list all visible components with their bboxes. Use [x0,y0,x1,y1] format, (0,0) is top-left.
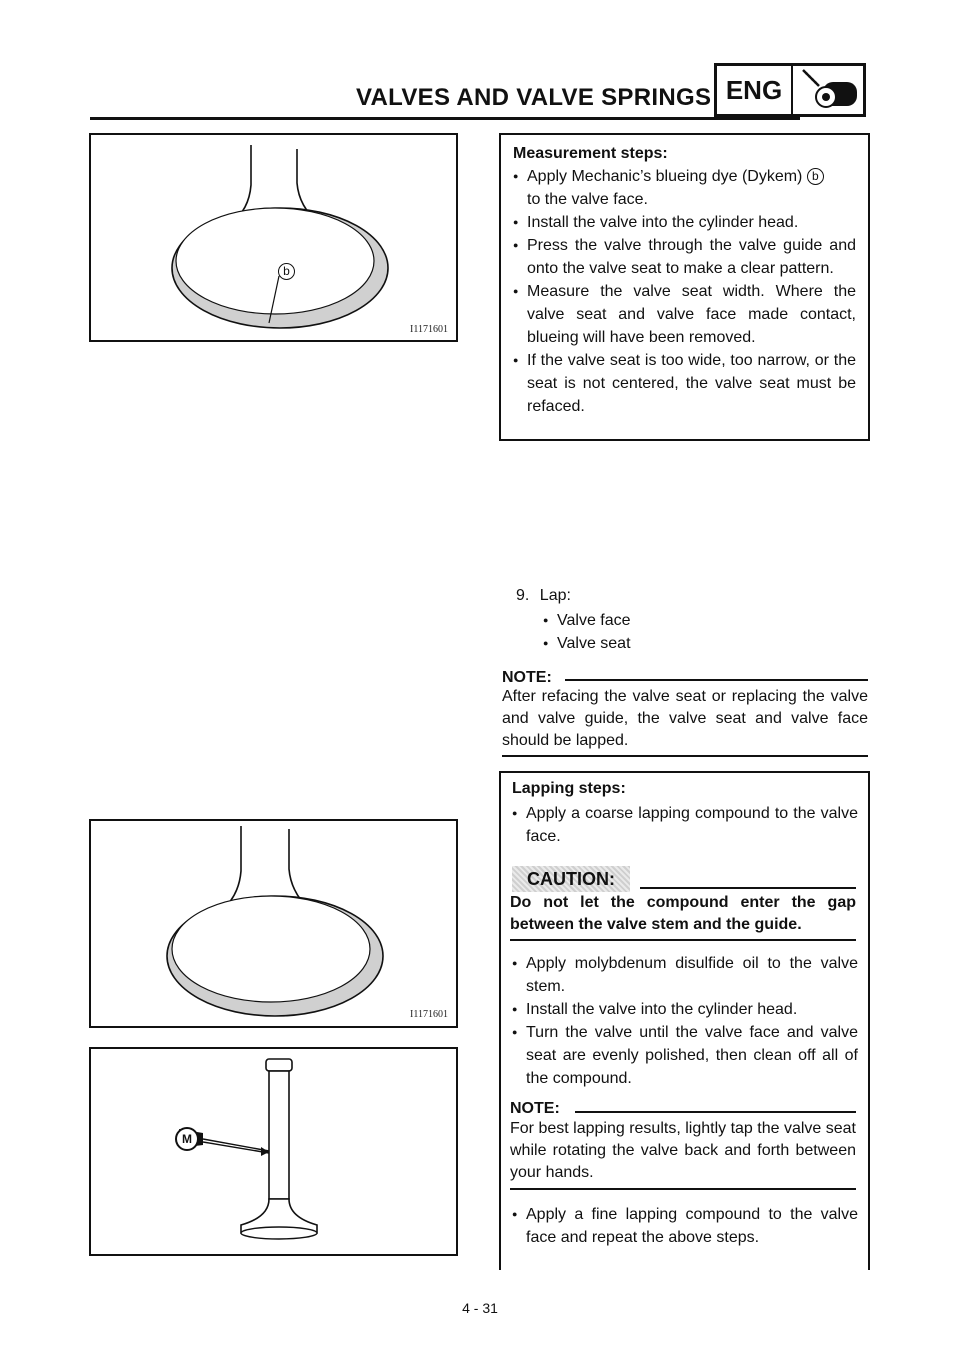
valve-lapping-figure [89,819,458,1028]
list-item: ● Install the valve into the cylinder head. [512,998,858,1021]
list-item: ● Valve seat [543,632,631,655]
list-item: ● Valve face [543,609,631,632]
figure-code: I1171601 [410,324,448,335]
lap-step [516,587,571,605]
engine-icon [793,66,863,114]
caution-text: Do not let the compound enter the gap between the valve stem and the guide. [510,894,856,933]
list-item: ● Apply a coarse lapping compound to the valve face. [512,802,858,848]
figure-code: I1171601 [410,1009,448,1020]
callout-b: b [278,263,295,280]
caution-end-rule [510,939,856,941]
note-text: After refacing the valve seat or replacing the valve and valve guide, the valve seat and valve face should be lapped. [502,688,868,749]
section-badge [714,63,866,117]
note-rule [575,1111,856,1113]
list-item: ● Apply a fine lapping compound to the valve face and repeat the above steps. [512,1203,858,1249]
moly-oil-icon: M [175,1127,199,1151]
step-text: to the valve face. [527,191,648,208]
list-item: ● Install the valve into the cylinder head. [513,211,856,234]
step-label: Lap: [539,587,571,604]
note-label: NOTE: [510,1100,560,1117]
measurement-steps-box [499,133,870,441]
page-number: 4 - 31 [462,1300,498,1316]
note-rule [565,679,868,681]
list-item [513,165,856,211]
header-rule [90,117,800,120]
lapping-list-b [512,952,858,1090]
list-item: ● Press the valve through the valve guide and onto the valve seat to make a clear pattern. [513,234,856,280]
note-end-rule [510,1188,856,1190]
lapping-steps-title: Lapping steps: [512,780,626,797]
valve-face-figure [89,133,458,342]
caution-rule [640,887,856,889]
list-item: ● Turn the valve until the valve face and valve seat are evenly polished, then clean off all of the compound. [512,1021,858,1090]
measurement-steps-title: Measurement steps: [513,145,668,162]
callout-b: b [807,168,824,185]
lapping-list-c [512,1203,858,1249]
list-item: ● Apply molybdenum disulfide oil to the valve stem. [512,952,858,998]
note-label: NOTE: [502,669,552,686]
list-item: ● If the valve seat is too wide, too narrow, or the seat is not centered, the valve seat must be refaced. [513,349,856,418]
step-number: 9. [516,587,530,604]
note-end-rule [502,755,868,757]
caution-label: CAUTION: [512,866,630,892]
valve-stem-figure [89,1047,458,1256]
lapping-list-a [512,802,858,848]
section-label: ENG [717,66,793,114]
lap-items [543,609,631,655]
list-item: ● Measure the valve seat width. Where the valve seat and valve face made contact, blueing will have been removed. [513,280,856,349]
page-title: VALVES AND VALVE SPRINGS [356,84,712,111]
step-text: Apply Mechanic’s blueing dye (Dykem) [527,168,803,185]
note-text: For best lapping results, lightly tap the valve seat while rotating the valve back and forth between your hands. [510,1120,856,1181]
